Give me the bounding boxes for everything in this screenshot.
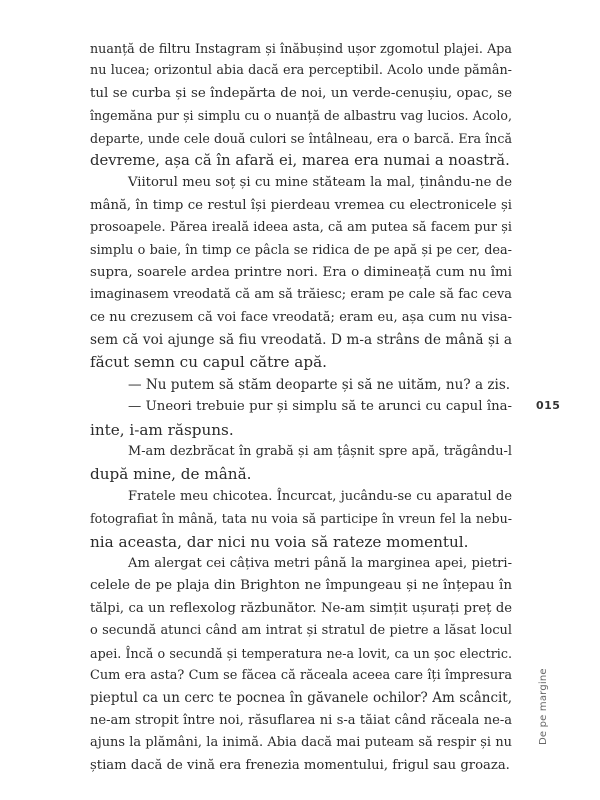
text-line: M-am dezbrăcat în grabă și am țâșnit spre apă, trăgându-l — [128, 444, 512, 460]
text-line: nia aceasta, dar nici nu voia să rateze momentul. — [90, 532, 469, 551]
text-line: imaginasem vreodată că am să trăiesc; eram pe cale să fac ceva — [90, 287, 512, 303]
text-line: tălpi, ca un reflexolog răzbunător. Ne-am simțit ușurați preț de — [90, 600, 512, 616]
text-line: ce nu crezusem că voi face vreodată; eram eu, așa cum nu visa- — [90, 309, 512, 325]
text-line: supra, soarele ardea printre nori. Era o dimineață cum nu îmi — [90, 264, 512, 280]
text-line: — Uneori trebuie pur și simplu să te arunci cu capul îna- — [128, 399, 512, 415]
text-line: inte, i-am răspuns. — [90, 420, 234, 439]
text-line: simplu o baie, în timp ce pâcla se ridica de pe apă și pe cer, dea- — [90, 242, 512, 258]
text-line: îngemăna pur și simplu cu o nuanță de albastru vag lucios. Acolo, — [90, 108, 512, 124]
text-line: — Nu putem să stăm deoparte și să ne uităm, nu? a zis. — [128, 376, 511, 393]
running-title: De pe margine — [538, 668, 549, 745]
text-line: după mine, de mână. — [90, 465, 252, 484]
text-line: mână, în timp ce restul își pierdeau vremea cu electronicele și — [90, 197, 512, 213]
text-line: sem că voi ajunge să fiu vreodată. D m-a strâns de mână și a — [90, 332, 512, 349]
text-line: nu lucea; orizontul abia dacă era perceptibil. Acolo unde pămân- — [90, 63, 512, 79]
text-line: nuanță de filtru Instagram și înăbușind ușor zgomotul plajei. Apa — [90, 41, 512, 56]
text-line: departe, unde cele două culori se întâlneau, era o barcă. Era încă — [90, 130, 512, 146]
text-line: ne-am stropit între noi, răsuflarea ni s-a tăiat când răceala ne-a — [90, 712, 512, 728]
text-line: tul se curba și se îndepărta de noi, un verde-cenușiu, opac, se — [90, 85, 512, 101]
text-line: apei. Încă o secundă și temperatura ne-a lovit, ca un șoc electric. — [90, 645, 512, 661]
body-text — [90, 38, 512, 777]
text-line: pieptul ca un cerc te pocnea în găvanele ochilor? Am scâncit, — [90, 690, 512, 707]
text-line: știam dacă de vină era frenezia momentului, frigul sau groaza. — [90, 757, 510, 773]
text-line: fotografiat în mână, tata nu voia să participe în vreun fel la nebu- — [90, 511, 512, 527]
text-line: Viitorul meu soț și cu mine stăteam la mal, ținându-ne de — [128, 175, 512, 191]
text-line: Am alergat cei câțiva metri până la marginea apei, pietri- — [128, 555, 512, 571]
text-line: prosoapele. Părea ireală ideea asta, că am putea să facem pur și — [90, 220, 512, 236]
text-line: Cum era asta? Cum se făcea că răceala aceea care îți împresura — [90, 667, 512, 683]
text-line: celele de pe plaja din Brighton ne împungeau și ne înțepau în — [90, 578, 512, 594]
page-number: 015 — [536, 399, 561, 412]
text-line: Fratele meu chicotea. Încurcat, jucându-se cu aparatul de — [128, 488, 512, 504]
text-line: o secundă atunci când am intrat și stratul de pietre a lăsat locul — [90, 623, 512, 639]
text-line: devreme, așa că în afară ei, marea era numai a noastră. — [90, 151, 510, 169]
text-line: ajuns la plămâni, la inimă. Abia dacă mai puteam să respir și nu — [90, 735, 512, 751]
text-line: făcut semn cu capul către apă. — [90, 353, 327, 372]
